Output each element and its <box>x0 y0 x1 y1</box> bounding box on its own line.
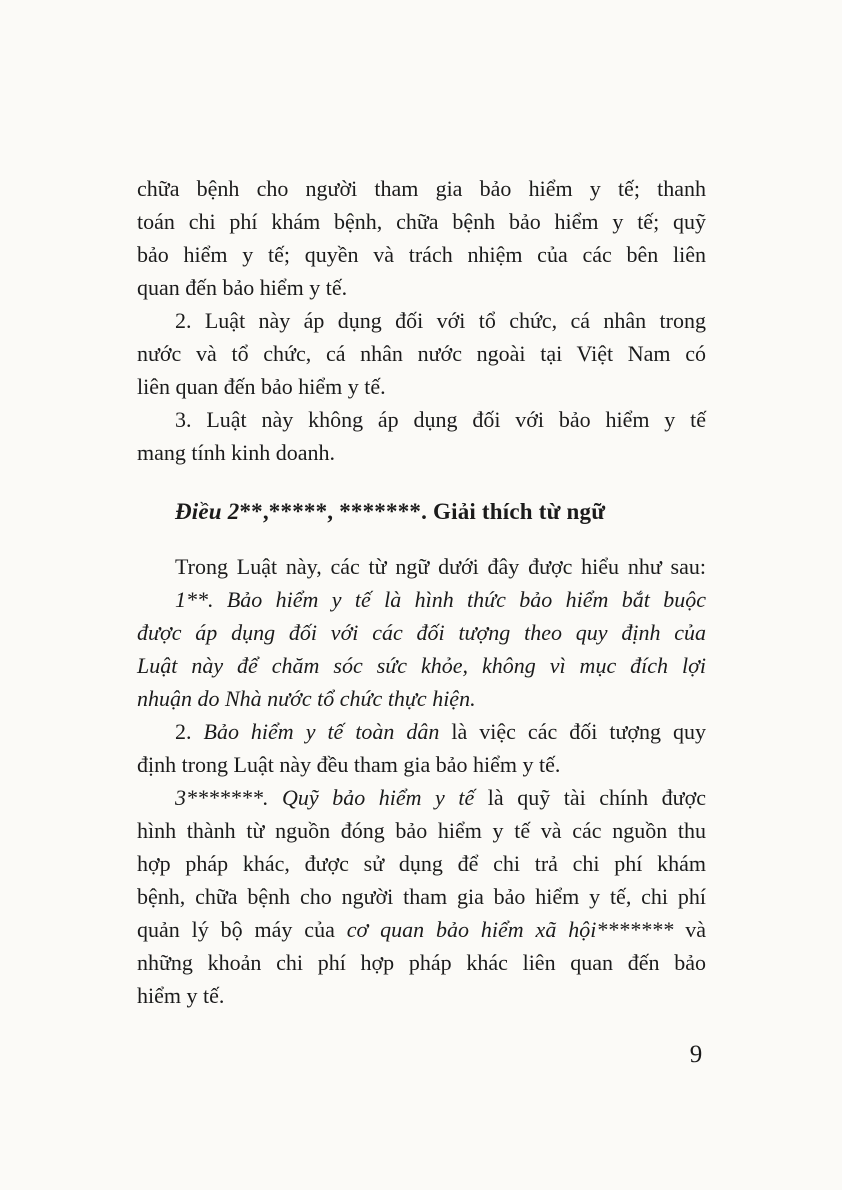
text-line <box>137 172 706 205</box>
text-segment: 2. Luật này áp dụng đối với tổ chức, cá nhân trong <box>175 308 706 333</box>
text-segment: và <box>673 917 706 942</box>
text-segment: 2. <box>175 719 204 744</box>
text-line <box>137 682 706 715</box>
text-segment: **,*****, ******* <box>239 499 422 524</box>
text-line <box>137 583 706 616</box>
text-line <box>137 436 706 469</box>
text-segment: là quỹ tài chính được <box>474 785 706 810</box>
text-segment: . Giải thích từ ngữ <box>421 499 606 524</box>
text-segment: 3*******. Quỹ bảo hiểm y tế <box>175 785 475 810</box>
article-heading <box>137 495 706 528</box>
text-segment: nước và tổ chức, cá nhân nước ngoài tại Việt Nam có <box>137 341 706 366</box>
text-segment: hiểm y tế. <box>137 983 225 1008</box>
text-segment: Điều 2 <box>175 499 240 524</box>
text-segment: quản lý bộ máy của <box>137 917 347 942</box>
text-line <box>137 271 706 304</box>
text-segment: 3. Luật này không áp dụng đối với bảo hiểm y tế <box>175 407 706 432</box>
text-line <box>137 748 706 781</box>
text-segment: toán chi phí khám bệnh, chữa bệnh bảo hiểm y tế; quỹ <box>137 209 706 234</box>
text-segment: bệnh, chữa bệnh cho người tham gia bảo hiểm y tế, chi phí <box>137 884 706 909</box>
text-segment: liên quan đến bảo hiểm y tế. <box>137 374 386 399</box>
text-segment: Luật này để chăm sóc sức khỏe, không vì mục đích lợi <box>137 653 706 678</box>
text-line <box>137 550 706 583</box>
text-line <box>137 781 706 814</box>
text-segment: mang tính kinh doanh. <box>137 440 335 465</box>
page-text-block <box>137 172 706 1012</box>
text-segment: hợp pháp khác, được sử dụng để chi trả chi phí khám <box>137 851 706 876</box>
text-segment: nhuận do Nhà nước tổ chức thực hiện. <box>137 686 476 711</box>
text-line <box>137 403 706 436</box>
text-line <box>137 304 706 337</box>
text-line <box>137 616 706 649</box>
text-segment: được áp dụng đối với các đối tượng theo quy định của <box>137 620 706 645</box>
text-segment: Trong Luật này, các từ ngữ dưới đây được hiểu như sau: <box>175 554 706 579</box>
text-segment: hình thành từ nguồn đóng bảo hiểm y tế và các nguồn thu <box>137 818 706 843</box>
text-line <box>137 979 706 1012</box>
text-segment: quan đến bảo hiểm y tế. <box>137 275 348 300</box>
text-line <box>137 238 706 271</box>
text-line <box>137 847 706 880</box>
text-segment: bảo hiểm y tế; quyền và trách nhiệm của các bên liên <box>137 242 706 267</box>
text-line <box>137 337 706 370</box>
text-line <box>137 913 706 946</box>
text-line <box>137 715 706 748</box>
text-segment: chữa bệnh cho người tham gia bảo hiểm y tế; thanh <box>137 176 706 201</box>
text-line <box>137 880 706 913</box>
text-segment: là việc các đối tượng quy <box>439 719 706 744</box>
text-segment: 1**. Bảo hiểm y tế là hình thức bảo hiểm bắt buộc <box>175 587 706 612</box>
page-number: 9 <box>689 1041 703 1068</box>
text-segment: cơ quan bảo hiểm xã hội******* <box>346 917 674 942</box>
text-line <box>137 205 706 238</box>
text-line <box>137 370 706 403</box>
text-line <box>137 946 706 979</box>
text-line <box>137 814 706 847</box>
text-segment: những khoản chi phí hợp pháp khác liên quan đến bảo <box>137 950 706 975</box>
text-segment: Bảo hiểm y tế toàn dân <box>203 719 440 744</box>
text-segment: định trong Luật này đều tham gia bảo hiểm y tế. <box>137 752 561 777</box>
text-line <box>137 649 706 682</box>
